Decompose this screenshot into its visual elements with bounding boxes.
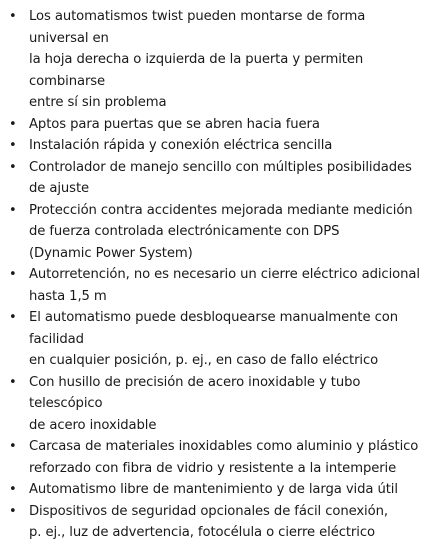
bullet-icon: •	[9, 439, 17, 454]
list-item	[8, 6, 422, 114]
list-item	[8, 114, 422, 136]
bullet-icon: •	[9, 482, 17, 497]
list-item-text: Autorretención, no es necesario un cierre eléctrico adicional hasta 1,5 m	[29, 267, 420, 304]
list-item-text: Controlador de manejo sencillo con múltiples posibilidades de ajuste	[29, 159, 412, 196]
bullet-icon: •	[9, 374, 17, 390]
list-item	[8, 372, 422, 437]
list-item	[8, 157, 422, 200]
list-item-text: Con husillo de precisión de acero inoxidable y tubo telescópico de acero inoxidable	[29, 374, 361, 433]
list-item-text: Los automatismos twist pueden montarse de forma universal en la hoja derecha o izquierda de la puerta y permiten combinarse entre sí sin problema	[29, 9, 366, 110]
list-item	[8, 264, 422, 307]
list-item-text: El automatismo puede desbloquearse manualmente con facilidad en cualquier posición, p. ej., en caso de fallo eléctrico	[29, 310, 398, 368]
bullet-icon: •	[9, 503, 17, 519]
bullet-icon: •	[9, 116, 17, 132]
bullet-icon: •	[9, 310, 17, 325]
list-item	[8, 135, 422, 157]
list-item	[8, 479, 422, 501]
bullet-icon: •	[9, 202, 17, 218]
list-item-text: Aptos para puertas que se abren hacia fuera	[29, 116, 320, 132]
list-item-text: Automatismo libre de mantenimiento y de larga vida útil	[29, 482, 398, 497]
list-item	[8, 501, 422, 544]
list-item	[8, 436, 422, 479]
bullet-icon: •	[9, 267, 17, 282]
list-item-text: Protección contra accidentes mejorada mediante medición de fuerza controlada electrónicamente con DPS (Dynamic Power System)	[29, 202, 413, 261]
bullet-icon: •	[9, 9, 17, 24]
list-item-text: Dispositivos de seguridad opcionales de fácil conexión, p. ej., luz de advertencia, fotocélula o cierre eléctrico	[29, 503, 388, 540]
bullet-icon: •	[9, 159, 17, 175]
list-item-text: Carcasa de materiales inoxidables como aluminio y plástico reforzado con fibra de vidrio y resistente a la intemperie	[29, 439, 419, 476]
list-item	[8, 307, 422, 372]
bullet-icon: •	[9, 138, 17, 153]
list-item-text: Instalación rápida y conexión eléctrica sencilla	[29, 138, 333, 153]
feature-list	[8, 6, 422, 544]
list-item	[8, 200, 422, 265]
